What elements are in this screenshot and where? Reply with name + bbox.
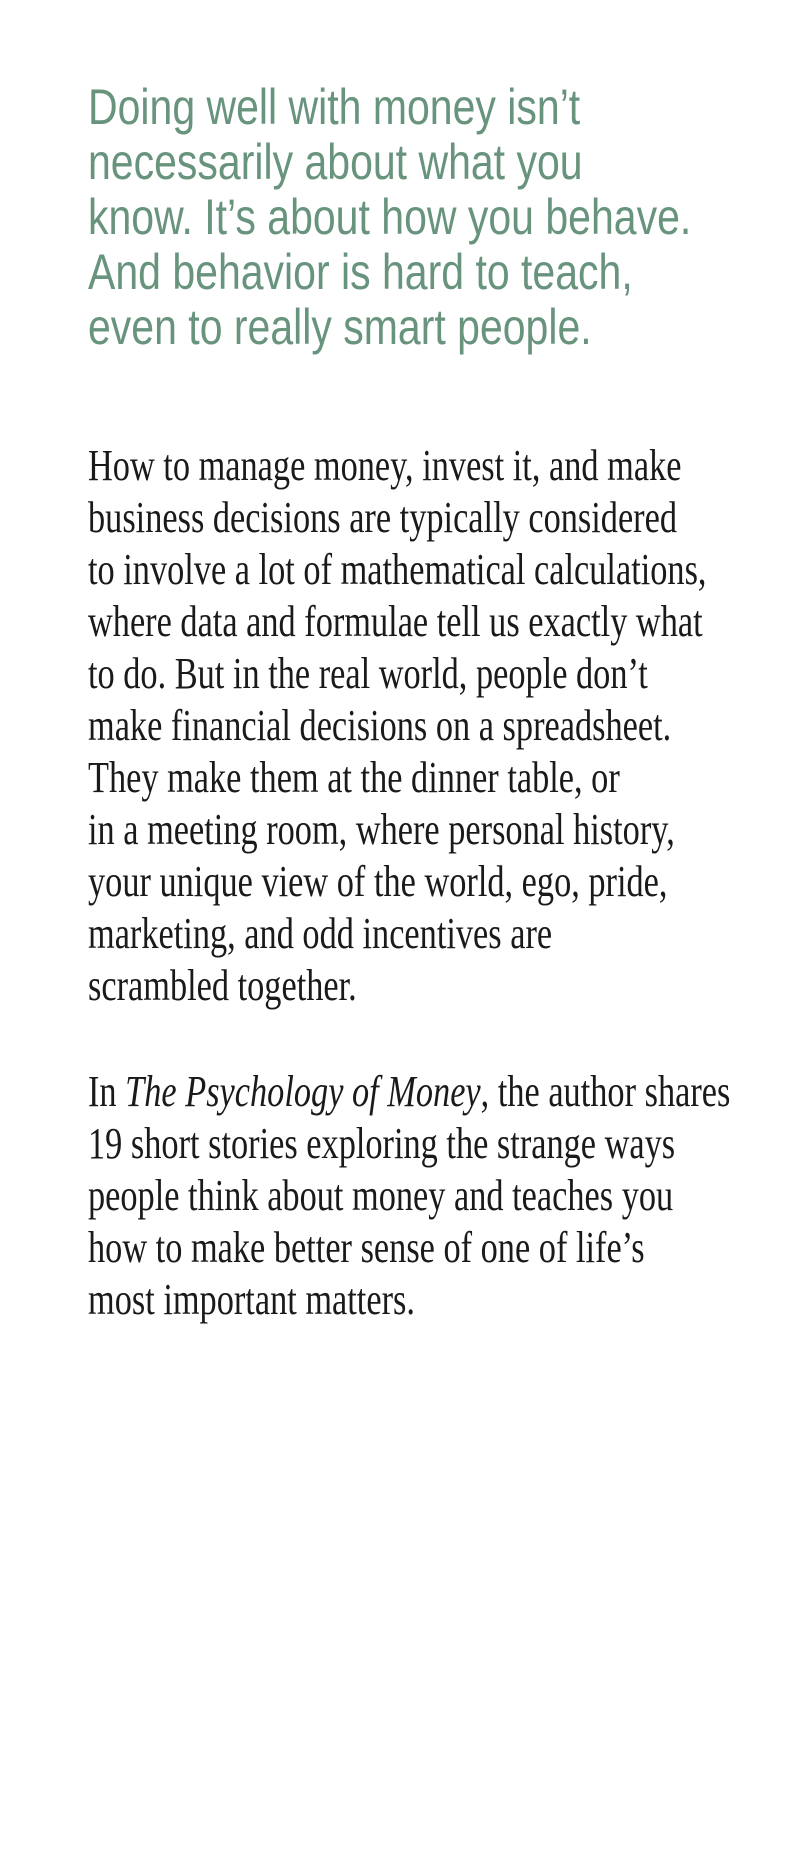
quote-heading-line: even to really smart people. (88, 299, 592, 355)
body-line: people think about money and teaches you (88, 1171, 674, 1220)
body-line: where data and formulae tell us exactly what (88, 597, 703, 646)
body-line (88, 1066, 731, 1118)
body-text-prefix: In (88, 1067, 126, 1116)
summary-paragraph-1 (88, 440, 707, 1012)
quote-heading-line: And behavior is hard to teach, (88, 244, 633, 300)
body-line: How to manage money, invest it, and make (88, 441, 682, 490)
body-line: 19 short stories exploring the strange ways (88, 1119, 676, 1168)
body-text-suffix: , the author shares (480, 1067, 731, 1116)
body-line: make financial decisions on a spreadsheet. (88, 701, 672, 750)
body-line: to involve a lot of mathematical calculations, (88, 545, 707, 594)
quote-heading-line: Doing well with money isn’t (88, 79, 581, 135)
quote-heading (88, 79, 692, 355)
body-line: to do. But in the real world, people don’t (88, 649, 648, 698)
quote-heading-line: necessarily about what you (88, 134, 583, 190)
body-line: marketing, and odd incentives are (88, 909, 553, 958)
quote-heading-line: know. It’s about how you behave. (88, 189, 692, 245)
body-line: how to make better sense of one of life’s (88, 1223, 645, 1272)
body-line: They make them at the dinner table, or (88, 753, 620, 802)
summary-paragraph-2 (88, 1066, 731, 1326)
body-line: scrambled together. (88, 961, 357, 1010)
body-line: your unique view of the world, ego, pride, (88, 857, 668, 906)
book-title-italic: The Psychology of Money (125, 1067, 481, 1116)
body-line: business decisions are typically considered (88, 493, 678, 542)
body-line: most important matters. (88, 1275, 415, 1324)
body-line: in a meeting room, where personal history, (88, 805, 675, 854)
